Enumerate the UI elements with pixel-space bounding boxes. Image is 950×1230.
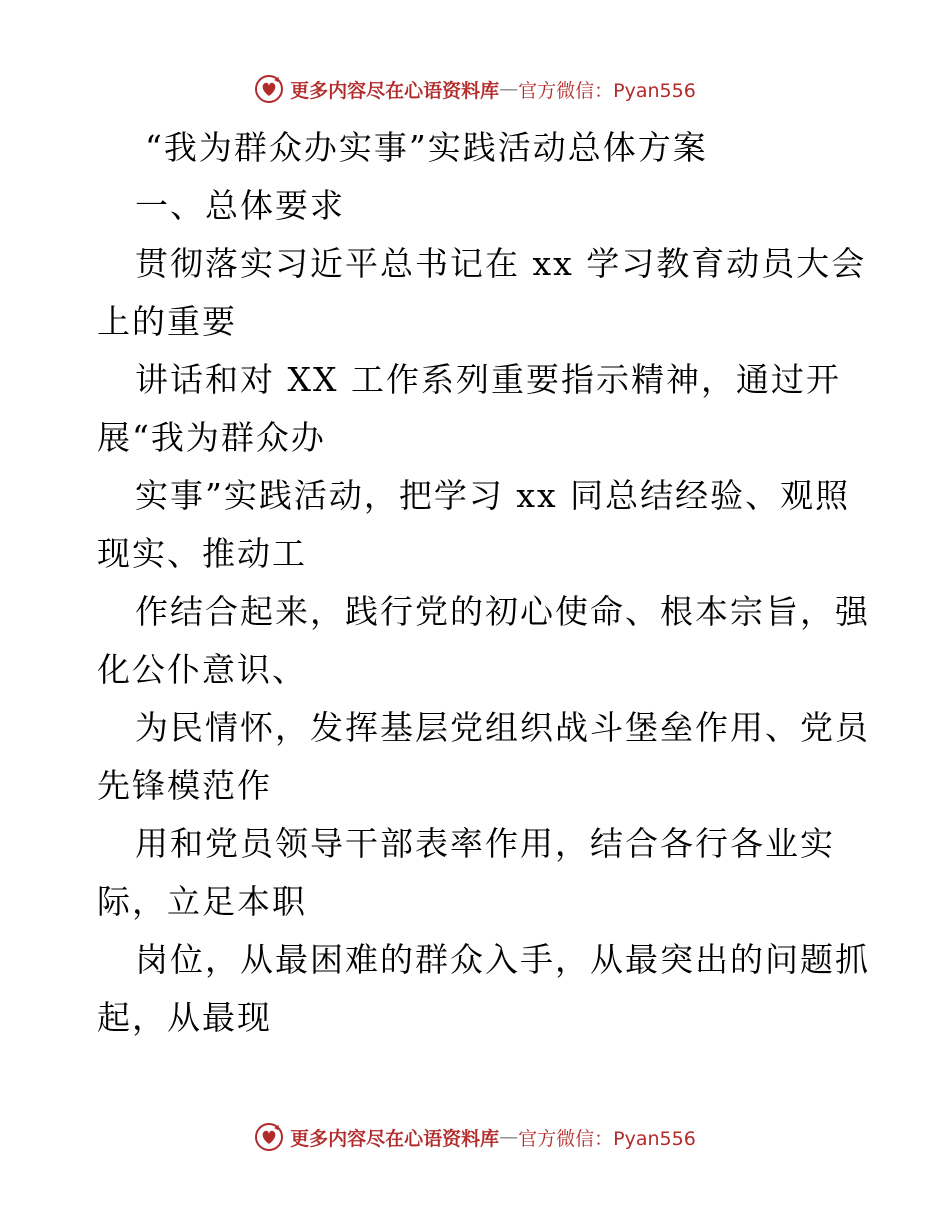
body-line: 岗位，从最困难的群众入手，从最突出的问题抓 [135,940,870,979]
body-line: 为民情怀，发挥基层党组织战斗堡垒作用、党员 [135,708,870,747]
body-line: 现实、推动工 [97,534,307,573]
footer-watermark [0,1122,950,1152]
body-line: 实事”实践活动，把学习 xx 同总结经验、观照 [135,476,851,515]
watermark-contact: 官方微信：Pyan556 [518,1127,696,1150]
body-line: 作结合起来，践行党的初心使命、根本宗旨，强 [135,592,870,631]
heart-pen-logo-icon [254,74,284,104]
heart-pen-logo-icon [254,1122,284,1152]
section-heading: 一、总体要求 [135,186,345,225]
body-line: 起，从最现 [97,998,272,1037]
header-watermark [0,74,950,104]
watermark-separator: — [499,78,519,100]
body-line: 用和党员领导干部表率作用，结合各行各业实 [135,824,835,863]
watermark-brand: 更多内容尽在心语资料库 [290,1127,500,1150]
watermark-brand: 更多内容尽在心语资料库 [290,79,500,102]
body-line: 化公仆意识、 [97,650,307,689]
body-line: 际，立足本职 [97,882,307,921]
body-line: 讲话和对 XX 工作系列重要指示精神，通过开 [135,360,841,399]
document-title: “我为群众办实事”实践活动总体方案 [145,128,708,167]
watermark-contact: 官方微信：Pyan556 [518,79,696,102]
watermark-separator: — [499,1126,519,1148]
body-line: 先锋模范作 [97,766,272,805]
body-line: 贯彻落实习近平总书记在 xx 学习教育动员大会 [135,244,867,283]
body-line: 展“我为群众办 [97,418,326,457]
body-line: 上的重要 [97,302,237,341]
